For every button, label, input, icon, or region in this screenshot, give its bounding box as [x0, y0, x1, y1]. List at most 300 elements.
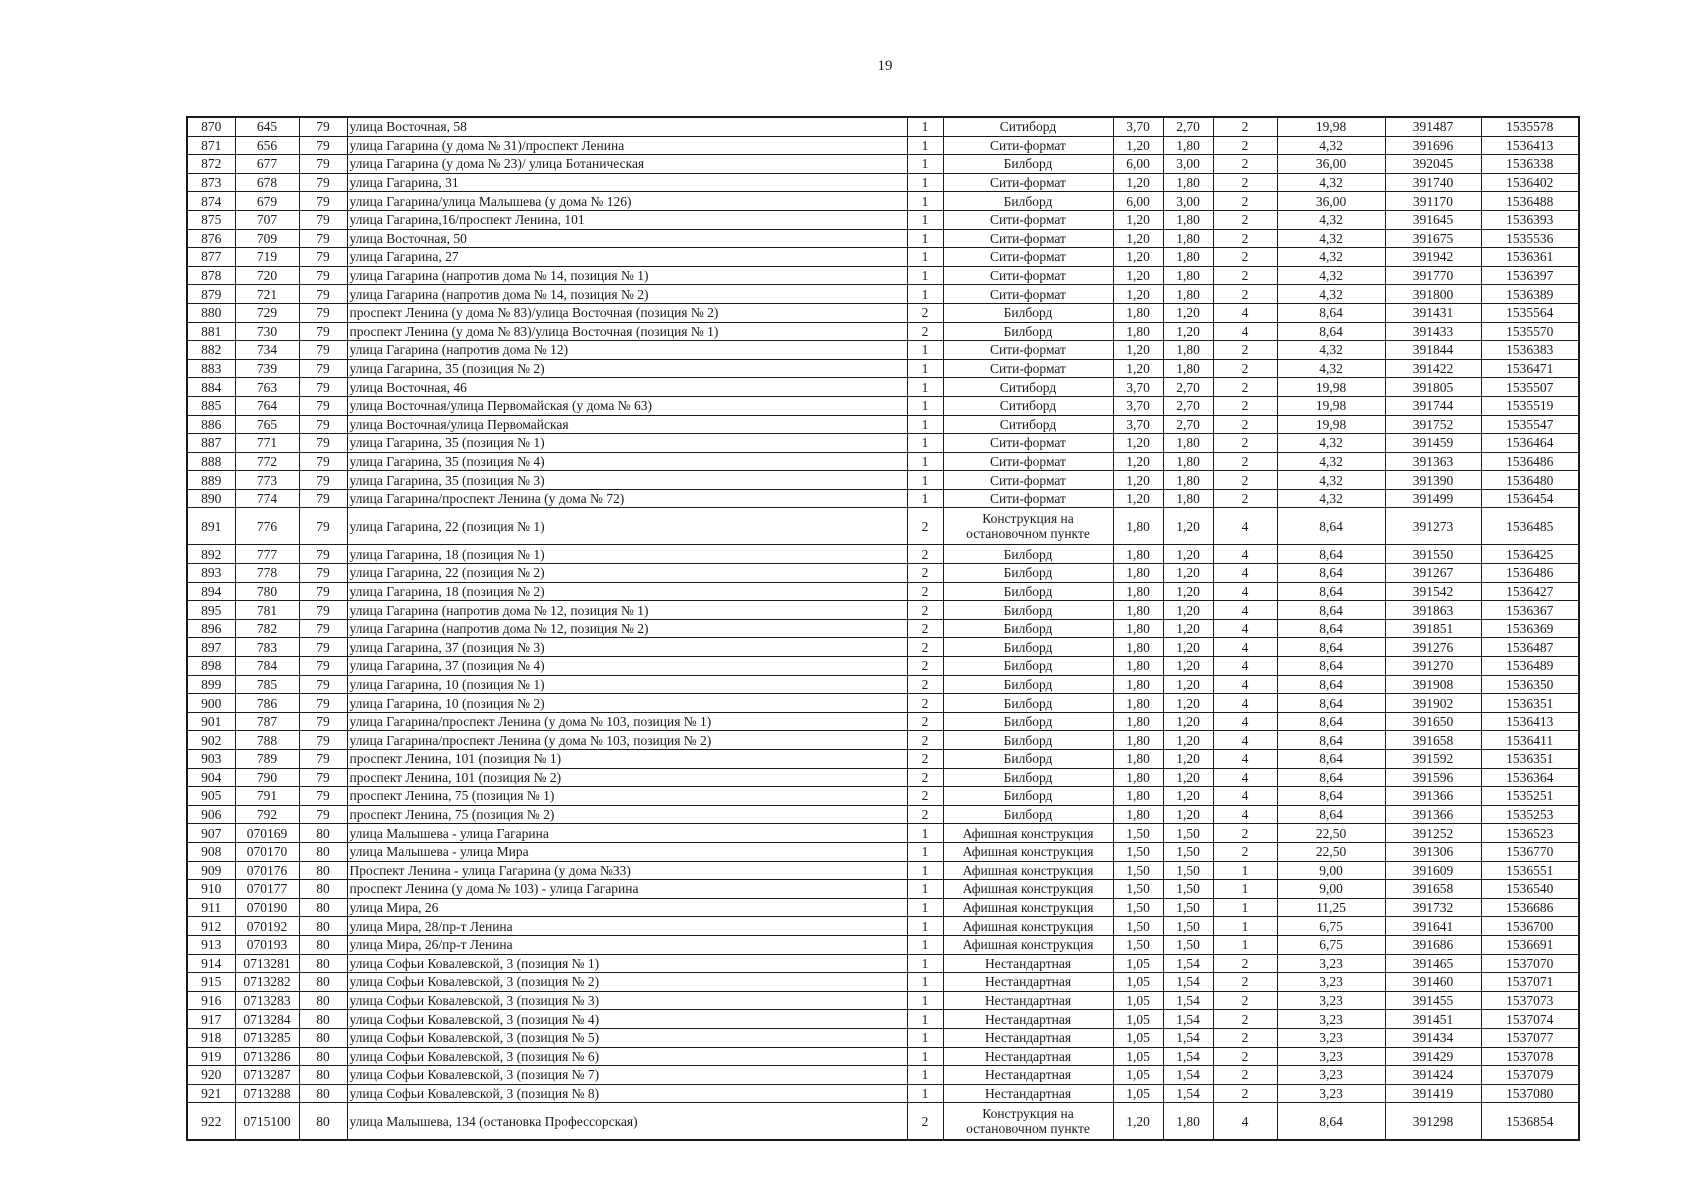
cell-structure-type: Билборд [943, 805, 1113, 824]
cell-address: проспект Ленина, 101 (позиция № 1) [347, 750, 907, 769]
cell-row-number: 912 [187, 917, 235, 936]
cell-height: 1,54 [1163, 973, 1213, 992]
cell-sides-count: 1 [907, 471, 943, 490]
cell-area: 3,23 [1277, 954, 1385, 973]
cell-height: 1,80 [1163, 1103, 1213, 1141]
cell-area: 8,64 [1277, 564, 1385, 583]
cell-height: 1,50 [1163, 917, 1213, 936]
cell-height: 1,20 [1163, 601, 1213, 620]
cell-sides: 4 [1213, 601, 1277, 620]
cell-height: 1,20 [1163, 508, 1213, 545]
cell-structure-id: 645 [235, 117, 299, 136]
cell-coord-y: 1535564 [1481, 303, 1579, 322]
table-row [187, 1084, 1579, 1103]
cell-structure-id: 778 [235, 564, 299, 583]
cell-area: 8,64 [1277, 750, 1385, 769]
cell-row-number: 904 [187, 768, 235, 787]
cell-sides: 2 [1213, 991, 1277, 1010]
cell-coord-x: 391542 [1385, 582, 1481, 601]
cell-coord-x: 391596 [1385, 768, 1481, 787]
cell-area: 8,64 [1277, 582, 1385, 601]
cell-area: 8,64 [1277, 657, 1385, 676]
cell-structure-type: Билборд [943, 675, 1113, 694]
cell-sides: 2 [1213, 136, 1277, 155]
cell-coord-y: 1536367 [1481, 601, 1579, 620]
cell-address: улица Софьи Ковалевской, 3 (позиция № 7) [347, 1066, 907, 1085]
cell-row-number: 895 [187, 601, 235, 620]
table-row [187, 619, 1579, 638]
cell-sides: 4 [1213, 564, 1277, 583]
cell-sides-count: 2 [907, 303, 943, 322]
table-row [187, 415, 1579, 434]
cell-address: улица Восточная/улица Первомайская (у дома № 63) [347, 396, 907, 415]
cell-coord-y: 1536351 [1481, 694, 1579, 713]
cell-coord-x: 391451 [1385, 1010, 1481, 1029]
cell-coord-y: 1536487 [1481, 638, 1579, 657]
table-row [187, 842, 1579, 861]
cell-structure-id: 776 [235, 508, 299, 545]
cell-width: 1,20 [1113, 266, 1163, 285]
cell-structure-id: 0713287 [235, 1066, 299, 1085]
cell-address: улица Гагарина/проспект Ленина (у дома № 103, позиция № 2) [347, 731, 907, 750]
cell-area: 36,00 [1277, 155, 1385, 174]
table-row [187, 229, 1579, 248]
cell-area: 8,64 [1277, 768, 1385, 787]
cell-coord-x: 391902 [1385, 694, 1481, 713]
cell-width: 1,80 [1113, 712, 1163, 731]
table-row [187, 248, 1579, 267]
cell-sides-count: 1 [907, 266, 943, 285]
cell-address: улица Малышева, 134 (остановка Профессорская) [347, 1103, 907, 1141]
cell-height: 1,20 [1163, 712, 1213, 731]
cell-width: 1,05 [1113, 954, 1163, 973]
cell-width: 1,05 [1113, 1047, 1163, 1066]
cell-sides: 4 [1213, 1103, 1277, 1141]
cell-sides: 4 [1213, 805, 1277, 824]
cell-area: 19,98 [1277, 396, 1385, 415]
cell-row-number: 921 [187, 1084, 235, 1103]
cell-coord-y: 1536351 [1481, 750, 1579, 769]
cell-sides-count: 1 [907, 248, 943, 267]
cell-area: 3,23 [1277, 1028, 1385, 1047]
table-row [187, 601, 1579, 620]
cell-address: улица Гагарина, 22 (позиция № 1) [347, 508, 907, 545]
cell-sides: 4 [1213, 638, 1277, 657]
cell-sides-count: 2 [907, 731, 943, 750]
table-row [187, 192, 1579, 211]
cell-coord-x: 391267 [1385, 564, 1481, 583]
cell-area: 8,64 [1277, 1103, 1385, 1141]
cell-sides: 2 [1213, 1084, 1277, 1103]
cell-area: 4,32 [1277, 359, 1385, 378]
cell-height: 1,54 [1163, 1084, 1213, 1103]
cell-coord-x: 391419 [1385, 1084, 1481, 1103]
cell-zone-number: 80 [299, 954, 347, 973]
cell-sides-count: 1 [907, 1084, 943, 1103]
cell-coord-y: 1536770 [1481, 842, 1579, 861]
cell-row-number: 900 [187, 694, 235, 713]
cell-row-number: 914 [187, 954, 235, 973]
cell-coord-y: 1535547 [1481, 415, 1579, 434]
cell-address: улица Гагарина (напротив дома № 12) [347, 341, 907, 360]
cell-structure-id: 709 [235, 229, 299, 248]
cell-height: 1,80 [1163, 452, 1213, 471]
cell-structure-type: Сити-формат [943, 136, 1113, 155]
cell-address: улица Восточная, 58 [347, 117, 907, 136]
cell-zone-number: 80 [299, 842, 347, 861]
cell-zone-number: 79 [299, 155, 347, 174]
cell-row-number: 883 [187, 359, 235, 378]
cell-width: 3,70 [1113, 117, 1163, 136]
cell-row-number: 913 [187, 935, 235, 954]
cell-width: 1,20 [1113, 471, 1163, 490]
cell-zone-number: 79 [299, 210, 347, 229]
cell-structure-id: 789 [235, 750, 299, 769]
cell-zone-number: 79 [299, 545, 347, 564]
cell-sides-count: 1 [907, 842, 943, 861]
cell-sides-count: 1 [907, 285, 943, 304]
table-row [187, 805, 1579, 824]
cell-coord-y: 1536350 [1481, 675, 1579, 694]
cell-structure-id: 765 [235, 415, 299, 434]
table-row [187, 359, 1579, 378]
cell-zone-number: 80 [299, 1103, 347, 1141]
cell-height: 1,20 [1163, 303, 1213, 322]
cell-width: 1,80 [1113, 768, 1163, 787]
cell-row-number: 902 [187, 731, 235, 750]
table-row [187, 824, 1579, 843]
cell-sides: 1 [1213, 880, 1277, 899]
cell-height: 1,54 [1163, 1047, 1213, 1066]
cell-structure-type: Нестандартная [943, 1084, 1113, 1103]
cell-zone-number: 80 [299, 917, 347, 936]
cell-structure-type: Ситиборд [943, 117, 1113, 136]
cell-sides: 4 [1213, 508, 1277, 545]
cell-address: улица Софьи Ковалевской, 3 (позиция № 4) [347, 1010, 907, 1029]
cell-width: 1,20 [1113, 359, 1163, 378]
cell-coord-x: 392045 [1385, 155, 1481, 174]
cell-structure-id: 0715100 [235, 1103, 299, 1141]
cell-structure-type: Сити-формат [943, 285, 1113, 304]
cell-area: 8,64 [1277, 712, 1385, 731]
cell-area: 8,64 [1277, 545, 1385, 564]
cell-sides-count: 1 [907, 898, 943, 917]
cell-sides: 4 [1213, 787, 1277, 806]
cell-coord-x: 391460 [1385, 973, 1481, 992]
cell-coord-y: 1535536 [1481, 229, 1579, 248]
cell-row-number: 871 [187, 136, 235, 155]
cell-structure-type: Билборд [943, 768, 1113, 787]
cell-structure-id: 777 [235, 545, 299, 564]
cell-coord-x: 391696 [1385, 136, 1481, 155]
cell-coord-x: 391433 [1385, 322, 1481, 341]
cell-sides: 2 [1213, 192, 1277, 211]
cell-coord-x: 391800 [1385, 285, 1481, 304]
cell-row-number: 907 [187, 824, 235, 843]
cell-structure-type: Сити-формат [943, 434, 1113, 453]
cell-address: улица Гагарина, 18 (позиция № 1) [347, 545, 907, 564]
cell-row-number: 886 [187, 415, 235, 434]
cell-width: 1,80 [1113, 508, 1163, 545]
cell-width: 1,80 [1113, 545, 1163, 564]
cell-coord-y: 1536425 [1481, 545, 1579, 564]
cell-area: 8,64 [1277, 694, 1385, 713]
table-row [187, 136, 1579, 155]
cell-coord-x: 391740 [1385, 173, 1481, 192]
cell-coord-x: 391459 [1385, 434, 1481, 453]
cell-coord-x: 391276 [1385, 638, 1481, 657]
cell-row-number: 874 [187, 192, 235, 211]
cell-address: улица Софьи Ковалевской, 3 (позиция № 6) [347, 1047, 907, 1066]
cell-structure-id: 0713281 [235, 954, 299, 973]
cell-zone-number: 79 [299, 415, 347, 434]
cell-row-number: 918 [187, 1028, 235, 1047]
cell-zone-number: 79 [299, 619, 347, 638]
cell-sides-count: 1 [907, 861, 943, 880]
cell-area: 36,00 [1277, 192, 1385, 211]
cell-row-number: 915 [187, 973, 235, 992]
cell-coord-y: 1536411 [1481, 731, 1579, 750]
cell-coord-y: 1537073 [1481, 991, 1579, 1010]
cell-width: 1,80 [1113, 657, 1163, 676]
cell-structure-type: Сити-формат [943, 210, 1113, 229]
cell-coord-y: 1536488 [1481, 192, 1579, 211]
cell-height: 1,20 [1163, 675, 1213, 694]
cell-sides: 2 [1213, 489, 1277, 508]
cell-address: улица Гагарина, 18 (позиция № 2) [347, 582, 907, 601]
cell-sides: 2 [1213, 378, 1277, 397]
cell-sides: 2 [1213, 117, 1277, 136]
cell-structure-type: Сити-формат [943, 266, 1113, 285]
cell-height: 1,80 [1163, 359, 1213, 378]
cell-coord-x: 391170 [1385, 192, 1481, 211]
cell-coord-y: 1536397 [1481, 266, 1579, 285]
table-row [187, 396, 1579, 415]
cell-structure-id: 771 [235, 434, 299, 453]
cell-zone-number: 80 [299, 824, 347, 843]
cell-height: 1,80 [1163, 266, 1213, 285]
cell-sides: 4 [1213, 694, 1277, 713]
cell-structure-id: 070192 [235, 917, 299, 936]
cell-area: 22,50 [1277, 824, 1385, 843]
cell-row-number: 897 [187, 638, 235, 657]
cell-zone-number: 79 [299, 117, 347, 136]
cell-coord-x: 391658 [1385, 880, 1481, 899]
table-row [187, 378, 1579, 397]
cell-width: 1,05 [1113, 1010, 1163, 1029]
cell-coord-y: 1537077 [1481, 1028, 1579, 1047]
cell-address: проспект Ленина, 101 (позиция № 2) [347, 768, 907, 787]
cell-address: улица Восточная, 46 [347, 378, 907, 397]
cell-structure-id: 679 [235, 192, 299, 211]
cell-sides: 2 [1213, 954, 1277, 973]
cell-address: улица Гагарина, 37 (позиция № 3) [347, 638, 907, 657]
cell-address: улица Софьи Ковалевской, 3 (позиция № 1) [347, 954, 907, 973]
cell-coord-y: 1536383 [1481, 341, 1579, 360]
cell-width: 1,80 [1113, 675, 1163, 694]
cell-width: 1,50 [1113, 842, 1163, 861]
cell-structure-type: Афишная конструкция [943, 861, 1113, 880]
cell-address: проспект Ленина (у дома № 103) - улица Гагарина [347, 880, 907, 899]
table-row [187, 266, 1579, 285]
cell-area: 4,32 [1277, 266, 1385, 285]
cell-address: улица Гагарина (напротив дома № 12, позиция № 2) [347, 619, 907, 638]
cell-width: 1,80 [1113, 750, 1163, 769]
cell-coord-y: 1536489 [1481, 657, 1579, 676]
cell-height: 1,80 [1163, 489, 1213, 508]
cell-address: улица Мира, 26/пр-т Ленина [347, 935, 907, 954]
cell-structure-id: 791 [235, 787, 299, 806]
table-row [187, 434, 1579, 453]
cell-coord-y: 1535578 [1481, 117, 1579, 136]
cell-area: 3,23 [1277, 991, 1385, 1010]
cell-address: улица Гагарина, 35 (позиция № 1) [347, 434, 907, 453]
cell-coord-x: 391658 [1385, 731, 1481, 750]
cell-sides-count: 2 [907, 638, 943, 657]
cell-sides-count: 1 [907, 210, 943, 229]
cell-row-number: 882 [187, 341, 235, 360]
cell-sides: 4 [1213, 712, 1277, 731]
cell-coord-x: 391844 [1385, 341, 1481, 360]
cell-width: 1,50 [1113, 880, 1163, 899]
cell-address: улица Малышева - улица Мира [347, 842, 907, 861]
cell-structure-type: Билборд [943, 712, 1113, 731]
cell-coord-y: 1535519 [1481, 396, 1579, 415]
cell-sides: 2 [1213, 824, 1277, 843]
table-row [187, 750, 1579, 769]
cell-zone-number: 79 [299, 768, 347, 787]
table-row [187, 973, 1579, 992]
cell-structure-id: 070176 [235, 861, 299, 880]
cell-zone-number: 79 [299, 787, 347, 806]
cell-zone-number: 79 [299, 266, 347, 285]
cell-area: 11,25 [1277, 898, 1385, 917]
table-row [187, 675, 1579, 694]
cell-sides: 1 [1213, 861, 1277, 880]
cell-zone-number: 79 [299, 694, 347, 713]
cell-width: 1,50 [1113, 824, 1163, 843]
cell-structure-id: 773 [235, 471, 299, 490]
cell-structure-type: Билборд [943, 787, 1113, 806]
table-row [187, 712, 1579, 731]
cell-row-number: 917 [187, 1010, 235, 1029]
cell-area: 8,64 [1277, 638, 1385, 657]
cell-row-number: 876 [187, 229, 235, 248]
cell-structure-id: 763 [235, 378, 299, 397]
cell-structure-id: 783 [235, 638, 299, 657]
cell-structure-id: 0713288 [235, 1084, 299, 1103]
cell-row-number: 878 [187, 266, 235, 285]
cell-row-number: 899 [187, 675, 235, 694]
cell-address: улица Софьи Ковалевской, 3 (позиция № 3) [347, 991, 907, 1010]
cell-area: 19,98 [1277, 117, 1385, 136]
cell-structure-id: 070170 [235, 842, 299, 861]
cell-sides: 1 [1213, 898, 1277, 917]
cell-structure-type: Нестандартная [943, 1066, 1113, 1085]
cell-address: улица Гагарина/улица Малышева (у дома № 126) [347, 192, 907, 211]
cell-address: улица Софьи Ковалевской, 3 (позиция № 5) [347, 1028, 907, 1047]
cell-structure-id: 707 [235, 210, 299, 229]
cell-row-number: 906 [187, 805, 235, 824]
cell-zone-number: 80 [299, 1084, 347, 1103]
cell-zone-number: 79 [299, 638, 347, 657]
cell-structure-type: Конструкция на остановочном пункте [943, 1103, 1113, 1141]
cell-row-number: 873 [187, 173, 235, 192]
cell-coord-x: 391908 [1385, 675, 1481, 694]
cell-zone-number: 80 [299, 935, 347, 954]
cell-address: улица Гагарина, 35 (позиция № 3) [347, 471, 907, 490]
cell-sides: 2 [1213, 248, 1277, 267]
cell-sides-count: 2 [907, 564, 943, 583]
cell-structure-id: 0713286 [235, 1047, 299, 1066]
cell-width: 1,20 [1113, 489, 1163, 508]
cell-zone-number: 79 [299, 805, 347, 824]
cell-coord-x: 391675 [1385, 229, 1481, 248]
cell-width: 1,80 [1113, 601, 1163, 620]
cell-height: 1,80 [1163, 210, 1213, 229]
cell-coord-y: 1535251 [1481, 787, 1579, 806]
table-row [187, 954, 1579, 973]
cell-height: 1,20 [1163, 564, 1213, 583]
cell-structure-id: 734 [235, 341, 299, 360]
table-row [187, 1103, 1579, 1141]
cell-coord-y: 1536854 [1481, 1103, 1579, 1141]
cell-sides: 2 [1213, 359, 1277, 378]
cell-structure-id: 677 [235, 155, 299, 174]
cell-coord-x: 391273 [1385, 508, 1481, 545]
cell-structure-id: 792 [235, 805, 299, 824]
cell-coord-x: 391363 [1385, 452, 1481, 471]
cell-width: 1,20 [1113, 434, 1163, 453]
cell-sides-count: 1 [907, 1010, 943, 1029]
cell-row-number: 888 [187, 452, 235, 471]
cell-coord-x: 391455 [1385, 991, 1481, 1010]
cell-structure-type: Билборд [943, 582, 1113, 601]
cell-coord-y: 1537071 [1481, 973, 1579, 992]
cell-structure-id: 790 [235, 768, 299, 787]
cell-structure-type: Билборд [943, 619, 1113, 638]
cell-height: 1,50 [1163, 824, 1213, 843]
cell-height: 1,80 [1163, 434, 1213, 453]
cell-width: 1,80 [1113, 787, 1163, 806]
table-row [187, 210, 1579, 229]
cell-area: 8,64 [1277, 601, 1385, 620]
cell-coord-x: 391424 [1385, 1066, 1481, 1085]
cell-row-number: 892 [187, 545, 235, 564]
cell-sides-count: 2 [907, 601, 943, 620]
cell-area: 4,32 [1277, 434, 1385, 453]
cell-row-number: 872 [187, 155, 235, 174]
cell-zone-number: 79 [299, 657, 347, 676]
cell-address: проспект Ленина, 75 (позиция № 2) [347, 805, 907, 824]
table-row [187, 1047, 1579, 1066]
cell-sides: 2 [1213, 452, 1277, 471]
cell-coord-x: 391550 [1385, 545, 1481, 564]
cell-area: 19,98 [1277, 378, 1385, 397]
cell-zone-number: 79 [299, 285, 347, 304]
cell-width: 1,20 [1113, 229, 1163, 248]
cell-coord-y: 1536393 [1481, 210, 1579, 229]
cell-row-number: 884 [187, 378, 235, 397]
cell-address: улица Гагарина (напротив дома № 14, позиция № 2) [347, 285, 907, 304]
cell-coord-y: 1536540 [1481, 880, 1579, 899]
cell-structure-id: 070169 [235, 824, 299, 843]
table-row [187, 768, 1579, 787]
cell-zone-number: 79 [299, 341, 347, 360]
cell-width: 1,80 [1113, 619, 1163, 638]
cell-coord-y: 1536471 [1481, 359, 1579, 378]
cell-coord-y: 1536523 [1481, 824, 1579, 843]
